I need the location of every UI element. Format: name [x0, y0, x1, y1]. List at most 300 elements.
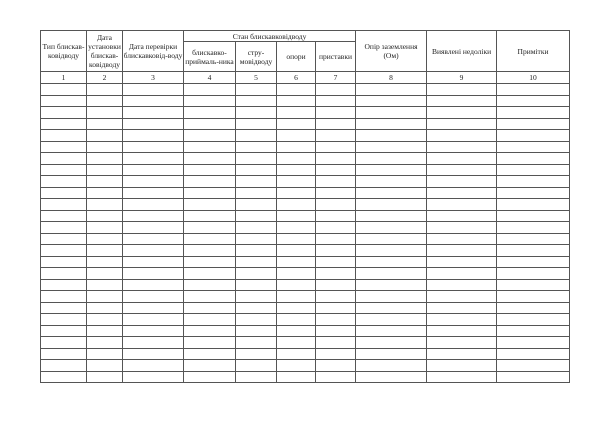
header-type: Тип блискав-ковідводу — [41, 31, 87, 72]
table-row — [41, 176, 570, 188]
empty-cell — [427, 360, 497, 372]
empty-cell — [427, 84, 497, 96]
empty-cell — [236, 360, 277, 372]
empty-cell — [41, 257, 87, 268]
empty-cell — [87, 326, 123, 337]
empty-cell — [87, 142, 123, 153]
table-row — [41, 360, 570, 372]
empty-cell — [184, 222, 236, 234]
empty-cell — [277, 245, 316, 257]
empty-cell — [356, 119, 427, 130]
empty-cell — [41, 291, 87, 303]
column-number: 1 — [41, 72, 87, 84]
empty-cell — [356, 222, 427, 234]
column-number-row — [41, 72, 570, 84]
table-row — [41, 211, 570, 222]
empty-cell — [236, 165, 277, 176]
empty-cell — [497, 326, 570, 337]
empty-cell — [123, 349, 184, 360]
empty-cell — [316, 303, 356, 314]
empty-cell — [316, 372, 356, 383]
empty-cell — [497, 314, 570, 326]
empty-cell — [427, 280, 497, 291]
empty-cell — [497, 303, 570, 314]
table-row — [41, 119, 570, 130]
empty-cell — [41, 165, 87, 176]
empty-cell — [356, 176, 427, 188]
empty-cell — [316, 119, 356, 130]
empty-cell — [277, 360, 316, 372]
table-row — [41, 303, 570, 314]
empty-cell — [123, 119, 184, 130]
empty-cell — [497, 337, 570, 349]
empty-cell — [356, 360, 427, 372]
empty-cell — [277, 222, 316, 234]
register-sheet — [40, 30, 569, 383]
table-row — [41, 130, 570, 142]
empty-cell — [277, 165, 316, 176]
empty-cell — [356, 349, 427, 360]
empty-cell — [316, 268, 356, 280]
empty-cell — [87, 84, 123, 96]
table-row — [41, 107, 570, 119]
empty-cell — [427, 199, 497, 211]
empty-cell — [316, 314, 356, 326]
empty-cell — [184, 257, 236, 268]
empty-cell — [497, 211, 570, 222]
table-row — [41, 153, 570, 165]
empty-cell — [427, 349, 497, 360]
empty-cell — [236, 291, 277, 303]
empty-cell — [123, 257, 184, 268]
column-number: 2 — [87, 72, 123, 84]
empty-cell — [427, 291, 497, 303]
empty-cell — [427, 337, 497, 349]
empty-cell — [356, 153, 427, 165]
table-row — [41, 326, 570, 337]
empty-cell — [41, 211, 87, 222]
empty-cell — [277, 211, 316, 222]
empty-cell — [356, 84, 427, 96]
empty-cell — [356, 107, 427, 119]
lightning-rod-register-table — [40, 30, 570, 383]
empty-cell — [316, 176, 356, 188]
empty-cell — [277, 84, 316, 96]
empty-cell — [316, 84, 356, 96]
empty-cell — [277, 257, 316, 268]
empty-cell — [41, 268, 87, 280]
table-row — [41, 257, 570, 268]
table-row — [41, 349, 570, 360]
empty-cell — [236, 222, 277, 234]
empty-cell — [87, 165, 123, 176]
column-number: 4 — [184, 72, 236, 84]
column-number: 5 — [236, 72, 277, 84]
empty-cell — [427, 211, 497, 222]
empty-cell — [41, 372, 87, 383]
empty-cell — [123, 153, 184, 165]
empty-cell — [356, 199, 427, 211]
header-install-date: Дата установки блискав-ковідводу — [87, 31, 123, 72]
empty-cell — [277, 349, 316, 360]
empty-cell — [87, 188, 123, 199]
empty-cell — [497, 291, 570, 303]
empty-cell — [427, 142, 497, 153]
empty-cell — [87, 211, 123, 222]
empty-cell — [427, 372, 497, 383]
empty-cell — [87, 268, 123, 280]
empty-cell — [41, 280, 87, 291]
empty-cell — [356, 337, 427, 349]
empty-cell — [123, 165, 184, 176]
empty-cell — [316, 199, 356, 211]
empty-cell — [497, 257, 570, 268]
empty-cell — [184, 326, 236, 337]
empty-cell — [277, 199, 316, 211]
empty-cell — [236, 314, 277, 326]
empty-cell — [277, 153, 316, 165]
empty-cell — [184, 107, 236, 119]
empty-cell — [123, 234, 184, 245]
empty-cell — [356, 280, 427, 291]
empty-cell — [123, 199, 184, 211]
empty-cell — [41, 360, 87, 372]
empty-cell — [236, 176, 277, 188]
empty-cell — [427, 268, 497, 280]
header-defects: Виявлені недоліки — [427, 31, 497, 72]
empty-cell — [497, 165, 570, 176]
empty-cell — [277, 234, 316, 245]
empty-cell — [41, 107, 87, 119]
empty-cell — [123, 176, 184, 188]
empty-cell — [427, 326, 497, 337]
empty-cell — [427, 188, 497, 199]
empty-cell — [316, 142, 356, 153]
table-row — [41, 268, 570, 280]
column-number: 10 — [497, 72, 570, 84]
empty-cell — [316, 360, 356, 372]
empty-cell — [316, 280, 356, 291]
empty-cell — [184, 199, 236, 211]
empty-cell — [184, 360, 236, 372]
empty-cell — [356, 372, 427, 383]
empty-cell — [316, 349, 356, 360]
column-number: 9 — [427, 72, 497, 84]
table-row — [41, 84, 570, 96]
empty-cell — [497, 349, 570, 360]
empty-cell — [277, 142, 316, 153]
empty-cell — [497, 107, 570, 119]
empty-cell — [316, 96, 356, 107]
empty-cell — [184, 165, 236, 176]
empty-cell — [41, 222, 87, 234]
empty-cell — [497, 234, 570, 245]
empty-cell — [184, 337, 236, 349]
empty-cell — [123, 188, 184, 199]
table-row — [41, 280, 570, 291]
empty-cell — [87, 337, 123, 349]
empty-cell — [236, 153, 277, 165]
empty-cell — [316, 211, 356, 222]
header-ground-resistance: Опір заземлення (Ом) — [356, 31, 427, 72]
empty-cell — [236, 188, 277, 199]
empty-cell — [277, 130, 316, 142]
empty-cell — [41, 199, 87, 211]
empty-cell — [236, 326, 277, 337]
empty-cell — [277, 337, 316, 349]
empty-cell — [316, 130, 356, 142]
empty-cell — [41, 119, 87, 130]
empty-cell — [123, 142, 184, 153]
empty-cell — [427, 222, 497, 234]
empty-cell — [236, 211, 277, 222]
header-attachment: приставки — [316, 42, 356, 72]
empty-cell — [236, 107, 277, 119]
empty-cell — [427, 257, 497, 268]
empty-cell — [236, 372, 277, 383]
empty-cell — [184, 211, 236, 222]
empty-cell — [41, 337, 87, 349]
empty-cell — [184, 96, 236, 107]
empty-cell — [236, 268, 277, 280]
empty-cell — [316, 153, 356, 165]
empty-cell — [184, 84, 236, 96]
column-number: 7 — [316, 72, 356, 84]
empty-cell — [184, 188, 236, 199]
column-number: 3 — [123, 72, 184, 84]
empty-cell — [236, 130, 277, 142]
empty-cell — [87, 153, 123, 165]
empty-cell — [236, 234, 277, 245]
empty-cell — [123, 291, 184, 303]
empty-cell — [184, 268, 236, 280]
empty-cell — [41, 303, 87, 314]
empty-cell — [236, 245, 277, 257]
empty-cell — [87, 130, 123, 142]
empty-cell — [316, 337, 356, 349]
empty-cell — [41, 142, 87, 153]
empty-cell — [87, 222, 123, 234]
empty-cell — [41, 153, 87, 165]
empty-cell — [123, 96, 184, 107]
empty-cell — [123, 303, 184, 314]
table-row — [41, 96, 570, 107]
empty-cell — [497, 153, 570, 165]
table-row — [41, 188, 570, 199]
empty-cell — [427, 314, 497, 326]
empty-cell — [184, 280, 236, 291]
empty-cell — [184, 153, 236, 165]
empty-cell — [356, 165, 427, 176]
empty-cell — [316, 291, 356, 303]
empty-cell — [356, 291, 427, 303]
empty-cell — [277, 314, 316, 326]
empty-cell — [236, 142, 277, 153]
empty-cell — [497, 130, 570, 142]
empty-cell — [123, 211, 184, 222]
empty-cell — [497, 199, 570, 211]
empty-cell — [123, 360, 184, 372]
empty-cell — [87, 257, 123, 268]
table-row — [41, 372, 570, 383]
empty-cell — [356, 326, 427, 337]
empty-cell — [316, 222, 356, 234]
empty-cell — [427, 303, 497, 314]
empty-cell — [427, 245, 497, 257]
table-row — [41, 142, 570, 153]
empty-cell — [427, 107, 497, 119]
empty-cell — [356, 130, 427, 142]
empty-cell — [236, 337, 277, 349]
empty-cell — [184, 291, 236, 303]
empty-cell — [497, 222, 570, 234]
empty-cell — [184, 176, 236, 188]
empty-cell — [123, 372, 184, 383]
empty-cell — [87, 245, 123, 257]
empty-cell — [497, 84, 570, 96]
empty-cell — [497, 268, 570, 280]
column-number: 6 — [277, 72, 316, 84]
empty-cell — [316, 245, 356, 257]
table-row — [41, 337, 570, 349]
empty-cell — [497, 372, 570, 383]
empty-cell — [356, 142, 427, 153]
empty-cell — [316, 188, 356, 199]
empty-cell — [41, 326, 87, 337]
empty-cell — [184, 130, 236, 142]
header-notes: Примітки — [497, 31, 570, 72]
empty-cell — [236, 84, 277, 96]
empty-cell — [184, 349, 236, 360]
empty-cell — [87, 303, 123, 314]
empty-cell — [236, 96, 277, 107]
empty-cell — [356, 257, 427, 268]
empty-cell — [41, 188, 87, 199]
header-down-conductor: стру-мовідводу — [236, 42, 277, 72]
empty-cell — [87, 107, 123, 119]
empty-cell — [87, 349, 123, 360]
empty-cell — [87, 119, 123, 130]
empty-cell — [41, 245, 87, 257]
empty-cell — [123, 314, 184, 326]
table-row — [41, 165, 570, 176]
header-air-terminal: блискавко-приймаль-ника — [184, 42, 236, 72]
empty-cell — [497, 176, 570, 188]
empty-cell — [497, 119, 570, 130]
empty-cell — [87, 314, 123, 326]
empty-cell — [356, 303, 427, 314]
empty-cell — [316, 326, 356, 337]
empty-cell — [123, 107, 184, 119]
empty-cell — [123, 222, 184, 234]
empty-cell — [277, 268, 316, 280]
empty-cell — [236, 349, 277, 360]
empty-cell — [427, 234, 497, 245]
empty-cell — [87, 291, 123, 303]
empty-cell — [427, 165, 497, 176]
header-condition-group: Стан блискавковідводу — [184, 31, 356, 42]
empty-cell — [277, 291, 316, 303]
empty-cell — [427, 153, 497, 165]
empty-cell — [277, 107, 316, 119]
empty-cell — [497, 96, 570, 107]
empty-cell — [184, 372, 236, 383]
empty-cell — [87, 199, 123, 211]
empty-cell — [123, 268, 184, 280]
empty-cell — [87, 96, 123, 107]
empty-cell — [427, 176, 497, 188]
empty-cell — [41, 176, 87, 188]
empty-cell — [356, 314, 427, 326]
table-row — [41, 291, 570, 303]
empty-cell — [236, 119, 277, 130]
empty-cell — [356, 211, 427, 222]
table-row — [41, 222, 570, 234]
empty-cell — [184, 119, 236, 130]
empty-cell — [316, 234, 356, 245]
empty-cell — [123, 245, 184, 257]
empty-cell — [123, 337, 184, 349]
empty-cell — [427, 119, 497, 130]
empty-cell — [356, 245, 427, 257]
empty-cell — [316, 107, 356, 119]
empty-cell — [41, 314, 87, 326]
empty-cell — [236, 303, 277, 314]
header-check-date: Дата перевірки блискавковід-воду — [123, 31, 184, 72]
empty-cell — [236, 280, 277, 291]
empty-cell — [87, 176, 123, 188]
table-row — [41, 199, 570, 211]
empty-cell — [123, 84, 184, 96]
empty-cell — [277, 119, 316, 130]
empty-cell — [497, 188, 570, 199]
empty-cell — [277, 303, 316, 314]
empty-cell — [184, 234, 236, 245]
empty-cell — [87, 280, 123, 291]
empty-cell — [497, 142, 570, 153]
empty-cell — [316, 257, 356, 268]
empty-cell — [87, 360, 123, 372]
empty-cell — [123, 280, 184, 291]
empty-cell — [184, 245, 236, 257]
empty-cell — [497, 360, 570, 372]
empty-cell — [277, 372, 316, 383]
empty-cell — [41, 130, 87, 142]
empty-cell — [184, 142, 236, 153]
empty-cell — [123, 326, 184, 337]
empty-cell — [277, 176, 316, 188]
empty-cell — [427, 96, 497, 107]
table-row — [41, 245, 570, 257]
column-number: 8 — [356, 72, 427, 84]
empty-cell — [277, 96, 316, 107]
empty-cell — [277, 188, 316, 199]
empty-cell — [277, 280, 316, 291]
empty-cell — [277, 326, 316, 337]
empty-cell — [236, 257, 277, 268]
empty-cell — [41, 349, 87, 360]
empty-cell — [356, 96, 427, 107]
header-row-top — [41, 31, 570, 42]
empty-cell — [41, 96, 87, 107]
empty-cell — [87, 234, 123, 245]
table-row — [41, 234, 570, 245]
empty-cell — [356, 234, 427, 245]
empty-cell — [123, 130, 184, 142]
empty-cell — [356, 188, 427, 199]
empty-cell — [41, 84, 87, 96]
empty-cell — [236, 199, 277, 211]
